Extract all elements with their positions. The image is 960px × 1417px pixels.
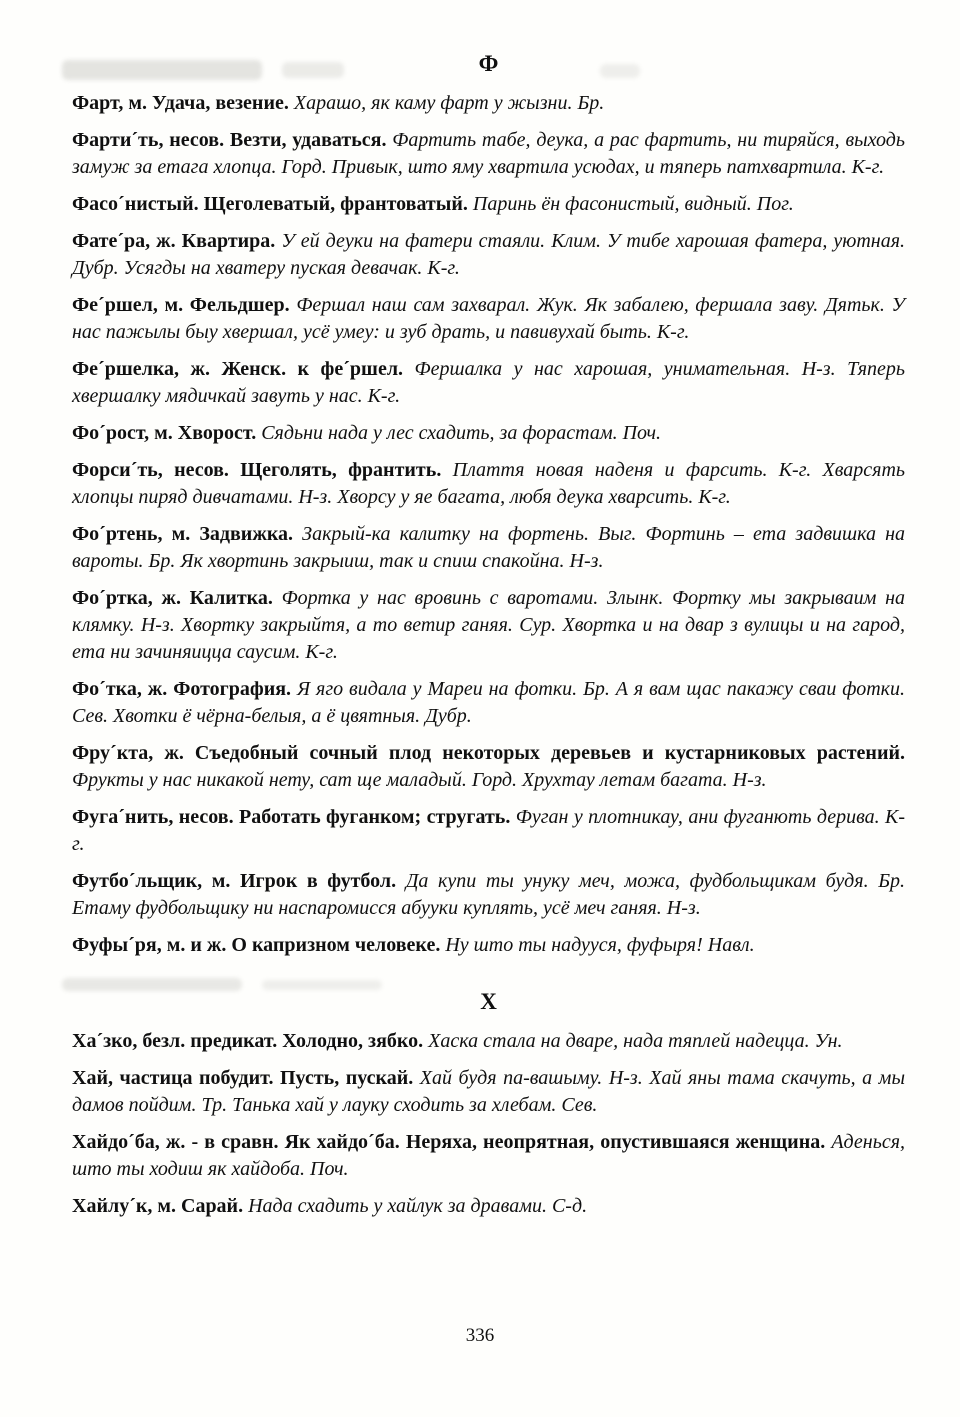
usage-example: Ну што ты надууся, фуфыря! Навл. [445,934,755,956]
dictionary-entry [72,676,905,730]
usage-example: У ей деуки на фатери стаяли. Клим. У тибе харошая фатера, уютная. Дубр. Усягды на хватеру пуская девачак. К-г. [72,230,905,279]
page-number: 336 [465,1325,495,1346]
headword-definition: Фате´ра, ж. Квартира. [72,230,282,252]
usage-example: Хаска стала на дваре, нада тяплей надецца. Ун. [428,1030,843,1052]
dictionary-entry [72,127,905,181]
headword-definition: Футбо´льщик, м. Игрок в футбол. [72,870,406,892]
headword-definition: Фе´ршелка, ж. Женск. к фе´ршел. [72,358,415,380]
usage-example: Закрый-ка калитку на фортень. Выг. Фортинь – ета задвишка на вароты. Бр. Як хвортинь закрыиш, так и спиш спакойна. Н-з. [72,523,905,572]
headword-definition: Фо´ртка, ж. Калитка. [72,587,282,609]
headword-definition: Фарти´ть, несов. Везти, удаваться. [72,129,393,151]
dictionary-entry [72,356,905,410]
headword-definition: Фо´рост, м. Хворост. [72,422,262,444]
dictionary-entry [72,420,905,447]
headword-definition: Фо´ртень, м. Задвижка. [72,523,303,545]
usage-example: Фуган у плотникау, ани фуганють дерива. К-г. [72,806,905,855]
usage-example: Хай будя па-вашыму. Н-з. Хай яны тама скачуть, а мы дамов пойдим. Тр. Танька хай у лауку сходить за хлебам. Сев. [72,1067,905,1116]
dictionary-entry [72,868,905,922]
usage-example: Паринь ён фасонистый, видный. Пог. [472,193,794,215]
usage-example: Фершалка у нас харошая, унимательная. Н-з. Тяперь хвершалку мядичкай завуть у нас. К-г. [72,358,906,407]
section-letter: Ф [478,51,499,76]
dictionary-entry [72,804,905,858]
usage-example: Фрукты у нас никакой нету, сат ще маладый. Горд. Хрухтау летам багата. Н-з. [72,769,767,791]
usage-example: Сядьни нада у лес схадить, за форастам. Поч. [261,422,662,444]
dictionary-entry [72,457,905,511]
dictionary-entry [72,521,905,575]
dictionary-entry [72,228,905,282]
usage-example: Аденься, што ты ходиш як хайдоба. Поч. [72,1131,905,1180]
headword-definition: Фо´тка, ж. Фотография. [72,678,297,700]
dictionary-entry [72,1065,905,1119]
headword-definition: Хайлу´к, м. Сарай. [72,1195,249,1217]
usage-example: Нада схадить у хайлук за дравами. С-д. [248,1195,588,1217]
headword-definition: Фасо´нистый. Щеголеватый, франтоватый. [72,193,473,215]
headword-definition: Ха´зко, безл. предикат. Холодно, зябко. [72,1030,429,1052]
usage-example: Фартить табе, деука, а рас фартить, ни тиряйся, выходь замуж за етага хлопца. Горд. Привык, што яму хвартила усюдах, и тяперь патхвартила. К-г. [72,129,905,178]
usage-example: Фортка у нас вровинь с варотами. Злынк. Фортку мы закрываим на клямку. Н-з. Хвортку закрыйтя, а то ветир ганяя. Сур. Хвортка и на двар з вулицы и на гарод, ета ни зачиняицца саусим. К-г. [72,587,905,663]
page-content [72,50,905,1230]
usage-example: Я яго видала у Мареи на фотки. Бр. А я вам щас пакажу сваи фотки. Сев. Хвотки ё чёрна-белыя, а ё цвятныя. Дубр. [72,678,905,727]
dictionary-entry [72,90,905,117]
dictionary-entry [72,1193,905,1220]
headword-definition: Фуга´нить, несов. Работать фуганком; стругать. [72,806,516,828]
headword-definition: Фарт, м. Удача, везение. [72,92,294,114]
dictionary-entry [72,585,905,666]
dictionary-entry [72,740,905,794]
headword-definition: Фе´ршел, м. Фельдшер. [72,294,297,316]
headword-definition: Хай, частица побудит. Пусть, пускай. [72,1067,420,1089]
headword-definition: Фуфы´ря, м. и ж. О капризном человеке. [72,934,446,956]
headword-definition: Форси´ть, несов. Щеголять, франтить. [72,459,453,481]
usage-example: Фершал наш сам захварал. Жук. Як забалею, фершала заву. Дятьк. У нас пажылы быу хвершал, усё умеу: и зуб драть, и павивухай быть. К-г. [72,294,905,343]
headword-definition: Хайдо´ба, ж. - в сравн. Як хайдо´ба. Неряха, неопрятная, опустившаяся женщина. [72,1131,832,1153]
section-letter: Х [480,989,497,1014]
headword-definition: Фру´кта, ж. Съедобный сочный плод некоторых деревьев и кустарниковых растений. [72,742,905,764]
dictionary-entry [72,191,905,218]
dictionary-entry [72,932,905,959]
usage-example: Харашо, як каму фарт у жызни. Бр. [293,92,605,114]
usage-example: Да купи ты унуку меч, можа, фудбольщикам будя. Бр. Етаму фудбольщику ни наспаромисся абууки куплять, усё меч ганяя. Н-з. [72,870,905,919]
dictionary-entry [72,1028,905,1055]
dictionary-entry [72,292,905,346]
usage-example: Плаття новая наденя и фарсить. К-г. Хварсять хлопцы пиряд дивчатами. Н-з. Хворсу у яе багата, любя деука хварсить. К-г. [72,459,906,508]
dictionary-entry [72,1129,905,1183]
